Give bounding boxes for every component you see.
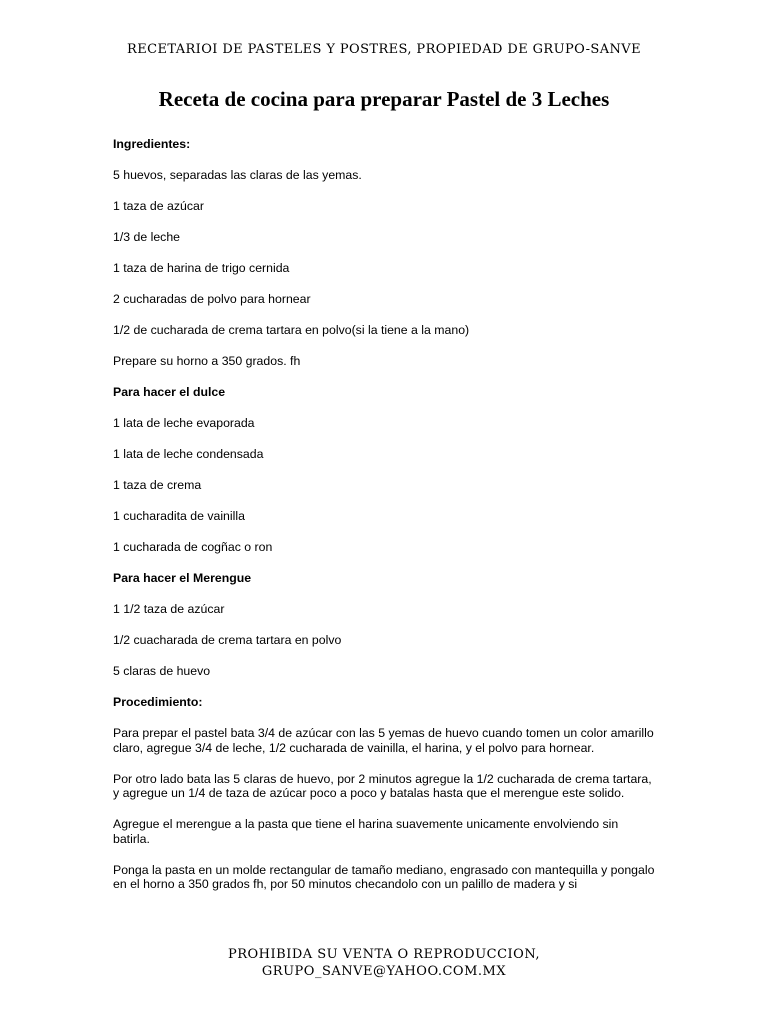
dulce-item: 1 lata de leche condensada [113,447,264,461]
dulce-item: 1 cucharada de cogñac o ron [113,540,273,554]
dulce-item: 1 cucharadita de vainilla [113,509,245,523]
ingredient-item: 1/3 de leche [113,230,181,244]
page-footer [0,946,768,980]
procedure-paragraph: Por otro lado bata las 5 claras de huevo, por 2 minutos agregue la 1/2 cucharada de crema tartara, y agregue un 1/4 de taza de azúcar poco a poco y batalas hasta que el merengue este solido. [113,771,652,800]
dulce-heading: Para hacer el dulce [113,385,226,399]
procedimiento-heading: Procedimiento: [113,695,203,709]
footer-email: GRUPO_SANVE@YAHOO.COM.MX [261,964,507,979]
recipe-title: Receta de cocina para preparar Pastel de 3 Leches [158,87,610,111]
running-header: RECETARIOI DE PASTELES Y POSTRES, PROPIEDAD DE GRUPO-SANVE [127,42,641,57]
procedure-paragraph: Para prepar el pastel bata 3/4 de azúcar con las 5 yemas de huevo cuando tomen un color amarillo claro, agregue 3/4 de leche, 1/2 cucharada de vainilla, el harina, y el polvo para hornear. [113,726,654,755]
merengue-item: 1/2 cuacharada de crema tartara en polvo [113,633,342,647]
merengue-heading: Para hacer el Merengue [113,571,252,585]
merengue-item: 5 claras de huevo [113,664,211,678]
ingredient-item: 1/2 de cucharada de crema tartara en polvo(si la tiene a la mano) [113,323,470,337]
merengue-item: 1 1/2 taza de azúcar [113,602,225,616]
footer-notice: PROHIBIDA SU VENTA O REPRODUCCION, [227,947,541,962]
procedure-paragraph: Ponga la pasta en un molde rectangular de tamaño mediano, engrasado con mantequilla y pongalo en el horno a 350 grados fh, por 50 minutos checandolo con un palillo de madera y si [113,862,655,891]
recipe-body [113,137,658,908]
dulce-item: 1 taza de crema [113,478,202,492]
ingredientes-heading: Ingredientes: [113,137,191,151]
ingredient-item: 1 taza de harina de trigo cernida [113,261,290,275]
ingredient-item: 5 huevos, separadas las claras de las yemas. [113,168,362,182]
ingredient-item: 1 taza de azúcar [113,199,204,213]
oven-note: Prepare su horno a 350 grados. fh [113,354,301,368]
dulce-item: 1 lata de leche evaporada [113,416,255,430]
procedure-paragraph: Agregue el merengue a la pasta que tiene el harina suavemente unicamente envolviendo sin batirla. [113,817,619,846]
ingredient-item: 2 cucharadas de polvo para hornear [113,292,311,306]
